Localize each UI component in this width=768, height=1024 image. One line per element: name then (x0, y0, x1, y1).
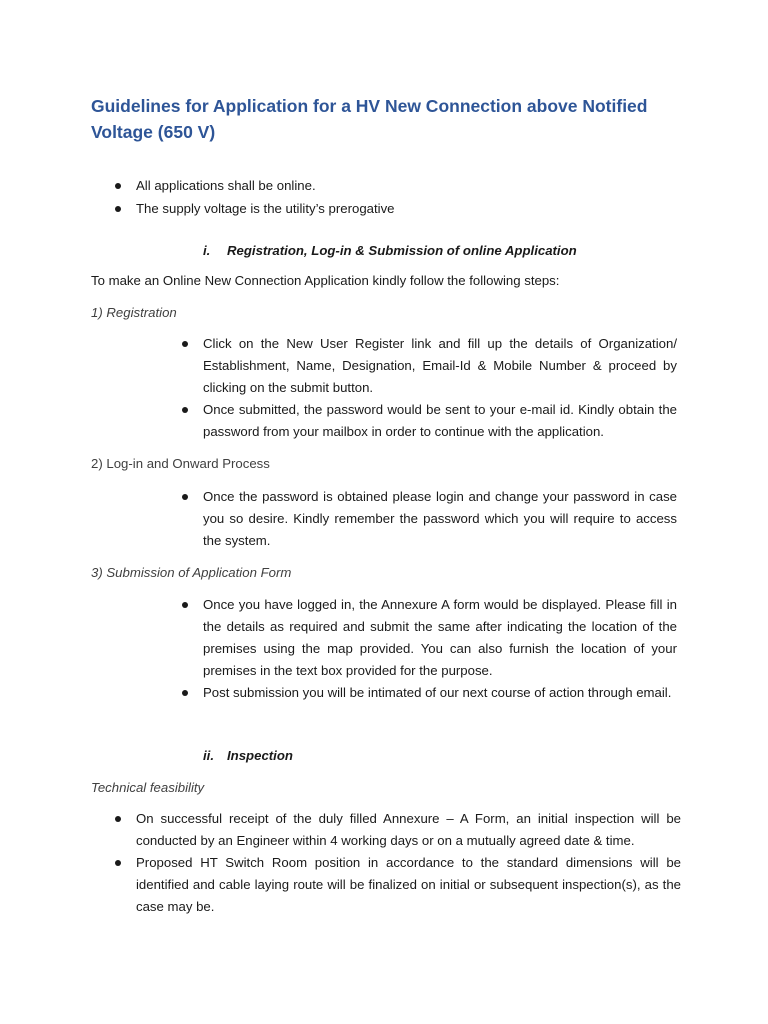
list-item (136, 175, 681, 197)
bullet-icon (115, 183, 121, 189)
list-item (203, 682, 677, 704)
registration-bullet-list (203, 333, 677, 443)
bullet-icon (115, 860, 121, 866)
list-item-text: On successful receipt of the duly filled Annexure – A Form, an initial inspection will be conducted by an Engineer within 4 working days or on a mutually agreed date & time. (136, 811, 681, 848)
inspection-bullet-list (136, 808, 681, 918)
document-title: Guidelines for Application for a HV New Connection above Notified Voltage (650 V) (91, 96, 648, 142)
submission-bullet-list (203, 594, 677, 704)
list-item-text: Once submitted, the password would be sent to your e-mail id. Kindly obtain the password from your mailbox in order to continue with the application. (203, 402, 677, 439)
section-title: Registration, Log-in & Submission of online Application (227, 243, 577, 258)
list-item-text: The supply voltage is the utility’s prerogative (136, 201, 395, 216)
list-item (203, 594, 677, 682)
list-item (136, 808, 681, 852)
subheading-technical-feasibility: Technical feasibility (91, 780, 205, 795)
list-item-text: Once you have logged in, the Annexure A form would be displayed. Please fill in the details as required and submit the same after indicating the location of the premises using the map provided. You can also furnish the location of your premises in the text box provided for the purpose. (203, 597, 677, 678)
list-item (203, 399, 677, 443)
section-number: ii. (203, 748, 214, 763)
bullet-icon (182, 494, 188, 500)
bullet-icon (115, 206, 121, 212)
list-item (203, 486, 677, 552)
section-heading-inspection (203, 746, 293, 766)
bullet-icon (115, 816, 121, 822)
login-bullet-list (203, 486, 677, 552)
bullet-icon (182, 690, 188, 696)
bullet-icon (182, 341, 188, 347)
list-item (203, 333, 677, 399)
section-title: Inspection (227, 748, 293, 763)
list-item-text: Proposed HT Switch Room position in accordance to the standard dimensions will be identified and cable laying route will be finalized on initial or subsequent inspection(s), as the case may be. (136, 855, 681, 914)
step-label-submission: 3) Submission of Application Form (91, 565, 292, 580)
intro-bullet-list (136, 175, 681, 220)
steps-intro: To make an Online New Connection Application kindly follow the following steps: (91, 273, 560, 288)
bullet-icon (182, 407, 188, 413)
list-item-text: Once the password is obtained please login and change your password in case you so desire. Kindly remember the password which you will require to access the system. (203, 489, 677, 548)
list-item-text: Post submission you will be intimated of our next course of action through email. (203, 685, 672, 700)
list-item (136, 852, 681, 918)
list-item-text: All applications shall be online. (136, 178, 316, 193)
list-item (136, 198, 681, 220)
step-label-registration: 1) Registration (91, 305, 177, 320)
step-label-login: 2) Log-in and Onward Process (91, 456, 270, 471)
bullet-icon (182, 602, 188, 608)
section-heading-registration (203, 241, 577, 261)
list-item-text: Click on the New User Register link and fill up the details of Organization/ Establishment, Name, Designation, Email-Id & Mobile Number & proceed by clicking on the submit button. (203, 336, 677, 395)
section-number: i. (203, 243, 211, 258)
